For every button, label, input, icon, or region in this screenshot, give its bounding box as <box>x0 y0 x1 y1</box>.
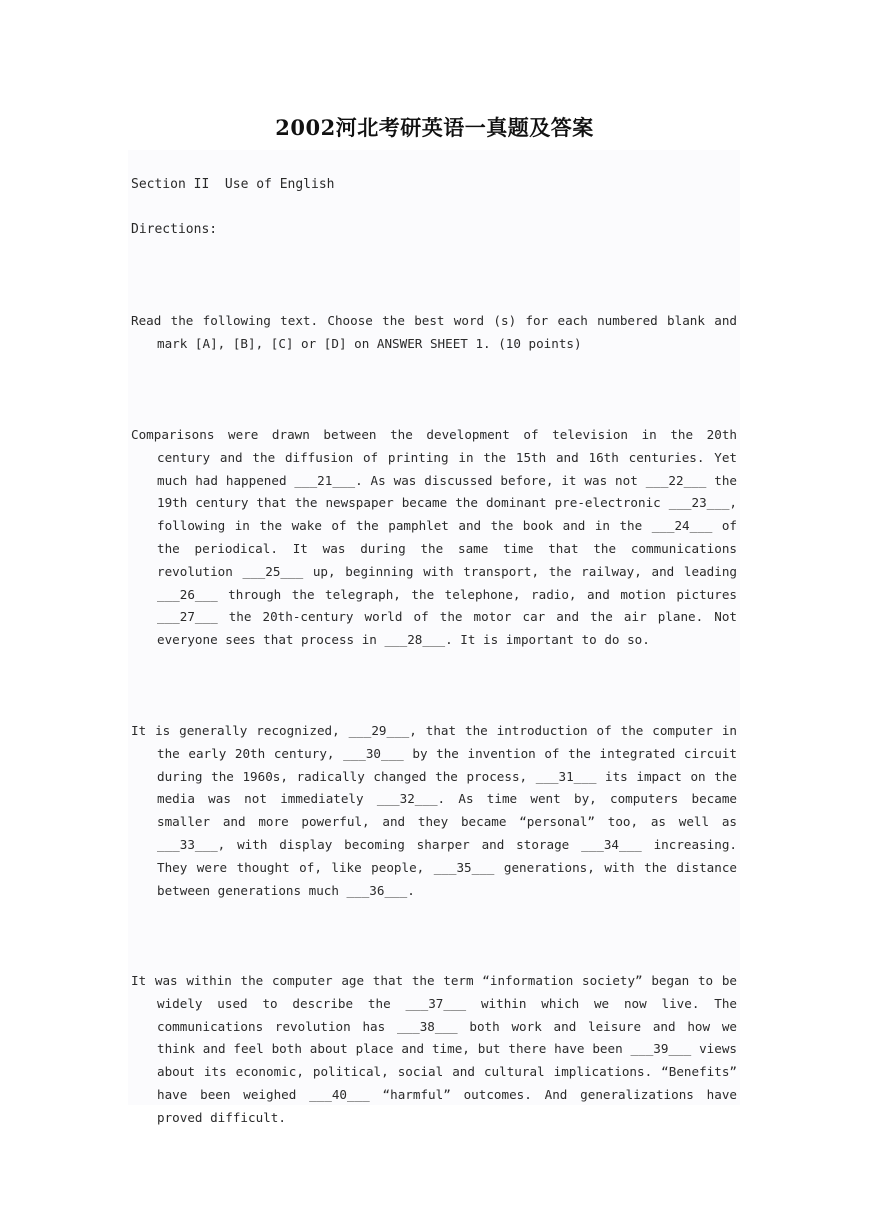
instructions-paragraph <box>131 310 737 356</box>
page-title: 2002河北考研英语一真题及答案 <box>275 115 594 140</box>
passage-paragraph-2 <box>131 720 737 902</box>
paragraph-text: It is generally recognized, ___29___, that the introduction of the computer in the early 20th century, ___30___ by the invention of the integrated circuit during the 1960s, radically changed the process, ___31___ its impact on the media was not immediately ___32___. As time went by, computers became smaller and more powerful, and they became “personal” too, as well as ___33___, with display becoming sharper and storage ___34___ increasing. They were thought of, like people, ___35___ generations, with the distance between generations much ___36___. <box>131 723 737 898</box>
paragraph-text: It was within the computer age that the term “information society” began to be widely used to describe the ___37___ within which we now live. The communications revolution has ___38___ both work and leisure and how we think and feel both about place and time, but there have been ___39___ views about its economic, political, social and cultural implications. “Benefits” have been weighed ___40___ “harmful” outcomes. And generalizations have proved difficult. <box>131 973 737 1125</box>
instructions-text: Read the following text. Choose the best word (s) for each numbered blank and mark [A], [B], [C] or [D] on ANSWER SHEET 1. (10 points) <box>131 313 737 351</box>
passage-paragraph-3 <box>131 970 737 1130</box>
paragraph-text: Comparisons were drawn between the development of television in the 20th century and the diffusion of printing in the 15th and 16th centuries. Yet much had happened ___21___. As was discussed before, it was not ___22___ the 19th century that the newspaper became the dominant pre-electronic ___23___, following in the wake of the pamphlet and the book and in the ___24___ of the periodical. It was during the same time that the communications revolution ___25___ up, beginning with transport, the railway, and leading ___26___ through the telegraph, the telephone, radio, and motion pictures ___27___ the 20th-century world of the motor car and the air plane. Not everyone sees that process in ___28___. It is important to do so. <box>131 427 737 648</box>
section-heading: Section II Use of English <box>131 177 335 192</box>
directions-label: Directions: <box>131 222 218 237</box>
passage-paragraph-1 <box>131 424 737 652</box>
